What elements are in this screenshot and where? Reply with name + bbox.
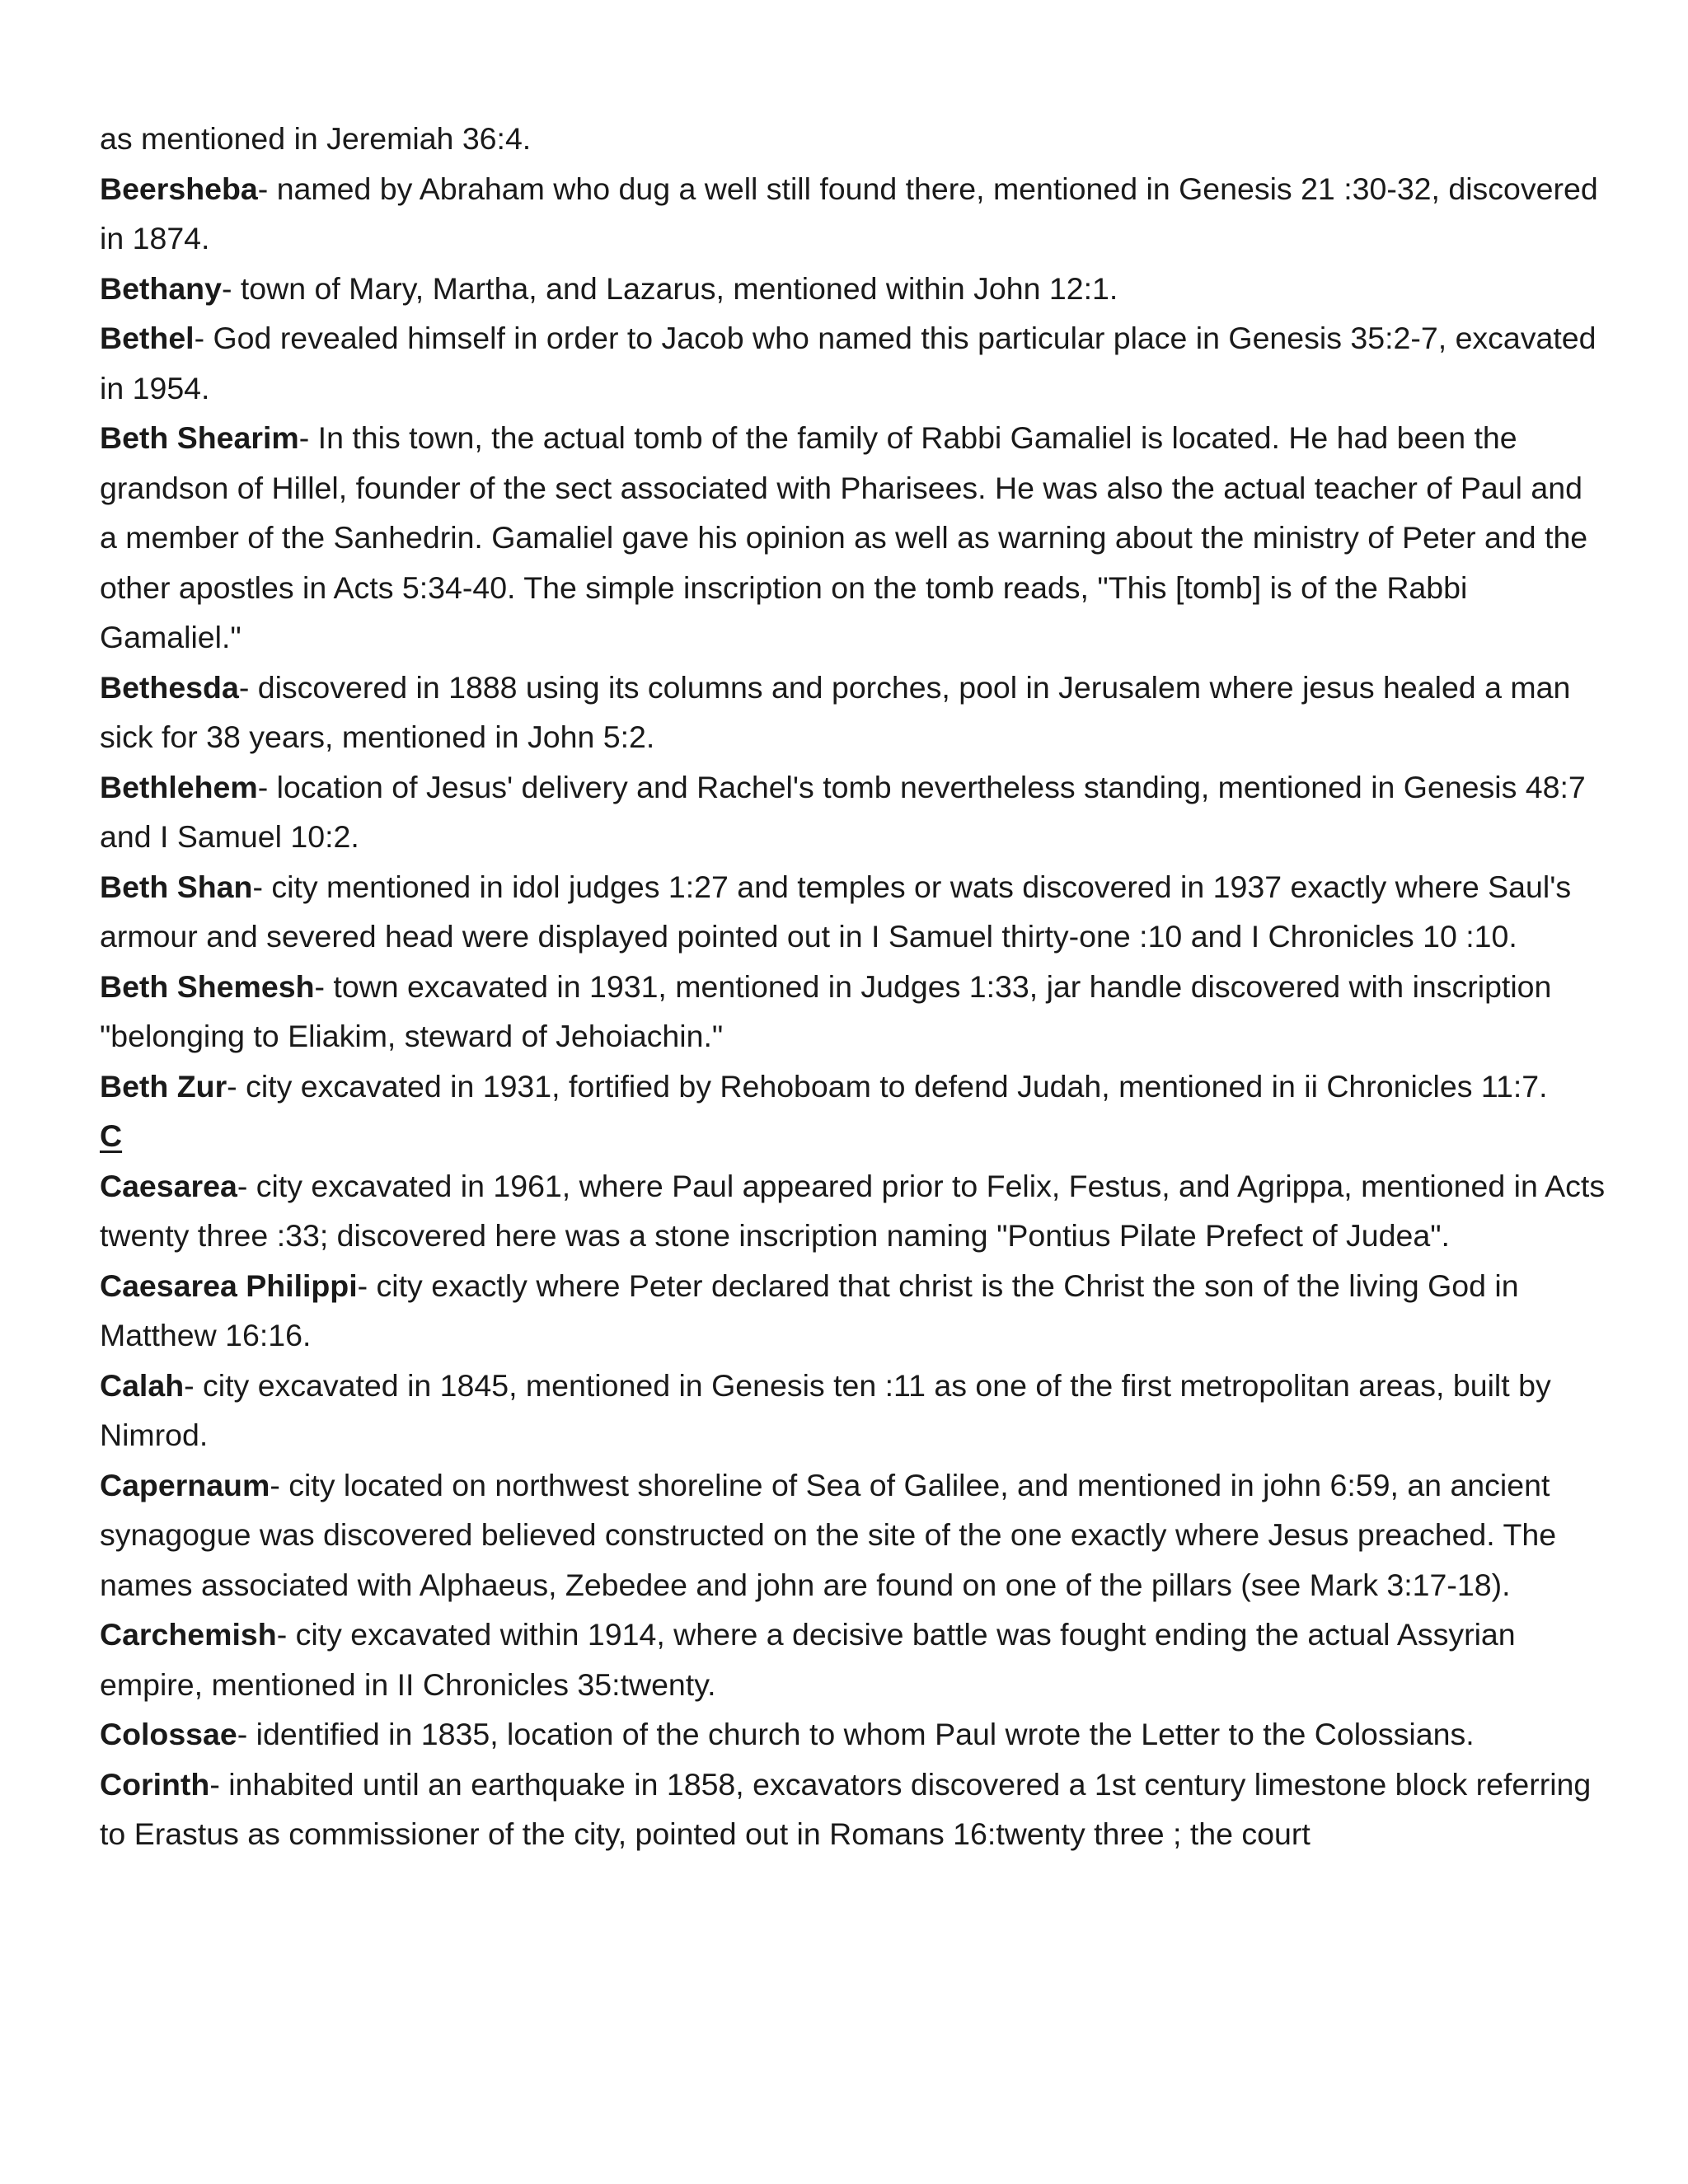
entry-text: - discovered in 1888 using its columns and porches, pool in Jerusalem where jesus healed a man sick for 38 years, mentioned in John 5:2. bbox=[100, 669, 1571, 754]
entry-text: - city exactly where Peter declared that christ is the Christ the son of the living God in Matthew 16:16. bbox=[100, 1268, 1519, 1352]
entry-text: - city excavated in 1845, mentioned in Genesis ten :11 as one of the first metropolitan areas, built by Nimrod. bbox=[100, 1367, 1551, 1452]
entry-term: Carchemish bbox=[100, 1617, 277, 1652]
entry-term: Beth Zur bbox=[100, 1068, 227, 1104]
entry-bethel bbox=[100, 313, 1608, 413]
section-heading-c: C bbox=[100, 1118, 123, 1153]
entry-capernaum bbox=[100, 1460, 1608, 1610]
entry-term: Capernaum bbox=[100, 1467, 270, 1502]
entry-beth-zur bbox=[100, 1062, 1608, 1112]
entry-beth-shan bbox=[100, 862, 1608, 962]
entry-corinth bbox=[100, 1760, 1608, 1859]
entry-calah bbox=[100, 1361, 1608, 1460]
entry-term: Calah bbox=[100, 1367, 185, 1403]
entry-term: Beth Shearim bbox=[100, 420, 299, 455]
document-page bbox=[100, 114, 1608, 1859]
entry-bethlehem bbox=[100, 762, 1608, 862]
entry-text: - city mentioned in idol judges 1:27 and temples or wats discovered in 1937 exactly where Saul's armour and severed head were displayed pointed out in I Samuel thirty-one :10 and I Chronicles 10 :10. bbox=[100, 869, 1572, 954]
entry-term: Bethlehem bbox=[100, 769, 258, 804]
entry-caesarea bbox=[100, 1161, 1608, 1261]
entry-text: - city excavated in 1931, fortified by Rehoboam to defend Judah, mentioned in ii Chronicles 11:7. bbox=[227, 1068, 1548, 1104]
entry-term: Caesarea bbox=[100, 1168, 237, 1203]
entry-text: - town excavated in 1931, mentioned in Judges 1:33, jar handle discovered with inscription "belonging to Eliakim, steward of Jehoiachin." bbox=[100, 968, 1552, 1053]
entry-term: Bethesda bbox=[100, 669, 239, 705]
entry-text: - city excavated in 1961, where Paul appeared prior to Felix, Festus, and Agrippa, mentioned in Acts twenty three :33; discovered here was a stone inscription naming "Pontius Pilate Prefect of Judea". bbox=[100, 1168, 1606, 1253]
entry-term: Bethany bbox=[100, 270, 222, 306]
entry-term: Beersheba bbox=[100, 171, 258, 206]
intro-text: as mentioned in Jeremiah 36:4. bbox=[100, 121, 532, 156]
entry-text: - In this town, the actual tomb of the family of Rabbi Gamaliel is located. He had been the grandson of Hillel, founder of the sect associated with Pharisees. He was also the actual teacher of Paul and a member of the Sanhedrin. Gamaliel gave his opinion as well as warning about the ministry of Peter and the other apostles in Acts 5:34-40. The simple inscription on the tomb reads, "This [tomb] is of the Rabbi Gamaliel." bbox=[100, 420, 1588, 654]
entry-term: Colossae bbox=[100, 1717, 237, 1751]
entry-term: Bethel bbox=[100, 321, 195, 355]
entry-text: - named by Abraham who dug a well still found there, mentioned in Genesis 21 :30-32, discovered in 1874. bbox=[100, 171, 1598, 255]
entry-carchemish bbox=[100, 1610, 1608, 1709]
entry-bethany bbox=[100, 264, 1608, 314]
entry-term: Beth Shan bbox=[100, 869, 253, 904]
entry-colossae bbox=[100, 1709, 1608, 1760]
entry-text: - inhabited until an earthquake in 1858, excavators discovered a 1st century limestone block referring to Erastus as commissioner of the city, pointed out in Romans 16:twenty three ; the court bbox=[100, 1766, 1592, 1851]
entry-text: - city located on northwest shoreline of Sea of Galilee, and mentioned in john 6:59, an ancient synagogue was discovered believed constructed on the site of the one exactly where Jesus preached. The names associated with Alphaeus, Zebedee and john are found on one of the pillars (see Mark 3:17-18). bbox=[100, 1467, 1557, 1602]
entry-beersheba bbox=[100, 164, 1608, 264]
entry-beth-shemesh bbox=[100, 962, 1608, 1062]
entry-text: - God revealed himself in order to Jacob who named this particular place in Genesis 35:2-7, excavated in 1954. bbox=[100, 321, 1597, 405]
entry-term: Beth Shemesh bbox=[100, 968, 315, 1004]
entry-text: - identified in 1835, location of the church to whom Paul wrote the Letter to the Colossians. bbox=[237, 1717, 1475, 1751]
entry-text: - town of Mary, Martha, and Lazarus, mentioned within John 12:1. bbox=[221, 270, 1118, 306]
entry-term: Caesarea Philippi bbox=[100, 1268, 358, 1303]
entry-text: - location of Jesus' delivery and Rachel's tomb nevertheless standing, mentioned in Genesis 48:7 and I Samuel 10:2. bbox=[100, 769, 1586, 854]
entry-term: Corinth bbox=[100, 1766, 210, 1802]
entry-text: - city excavated within 1914, where a decisive battle was fought ending the actual Assyrian empire, mentioned in II Chronicles 35:twenty. bbox=[100, 1617, 1516, 1702]
entry-beth-shearim bbox=[100, 413, 1608, 663]
entry-bethesda bbox=[100, 663, 1608, 762]
entry-caesarea-philippi bbox=[100, 1261, 1608, 1361]
